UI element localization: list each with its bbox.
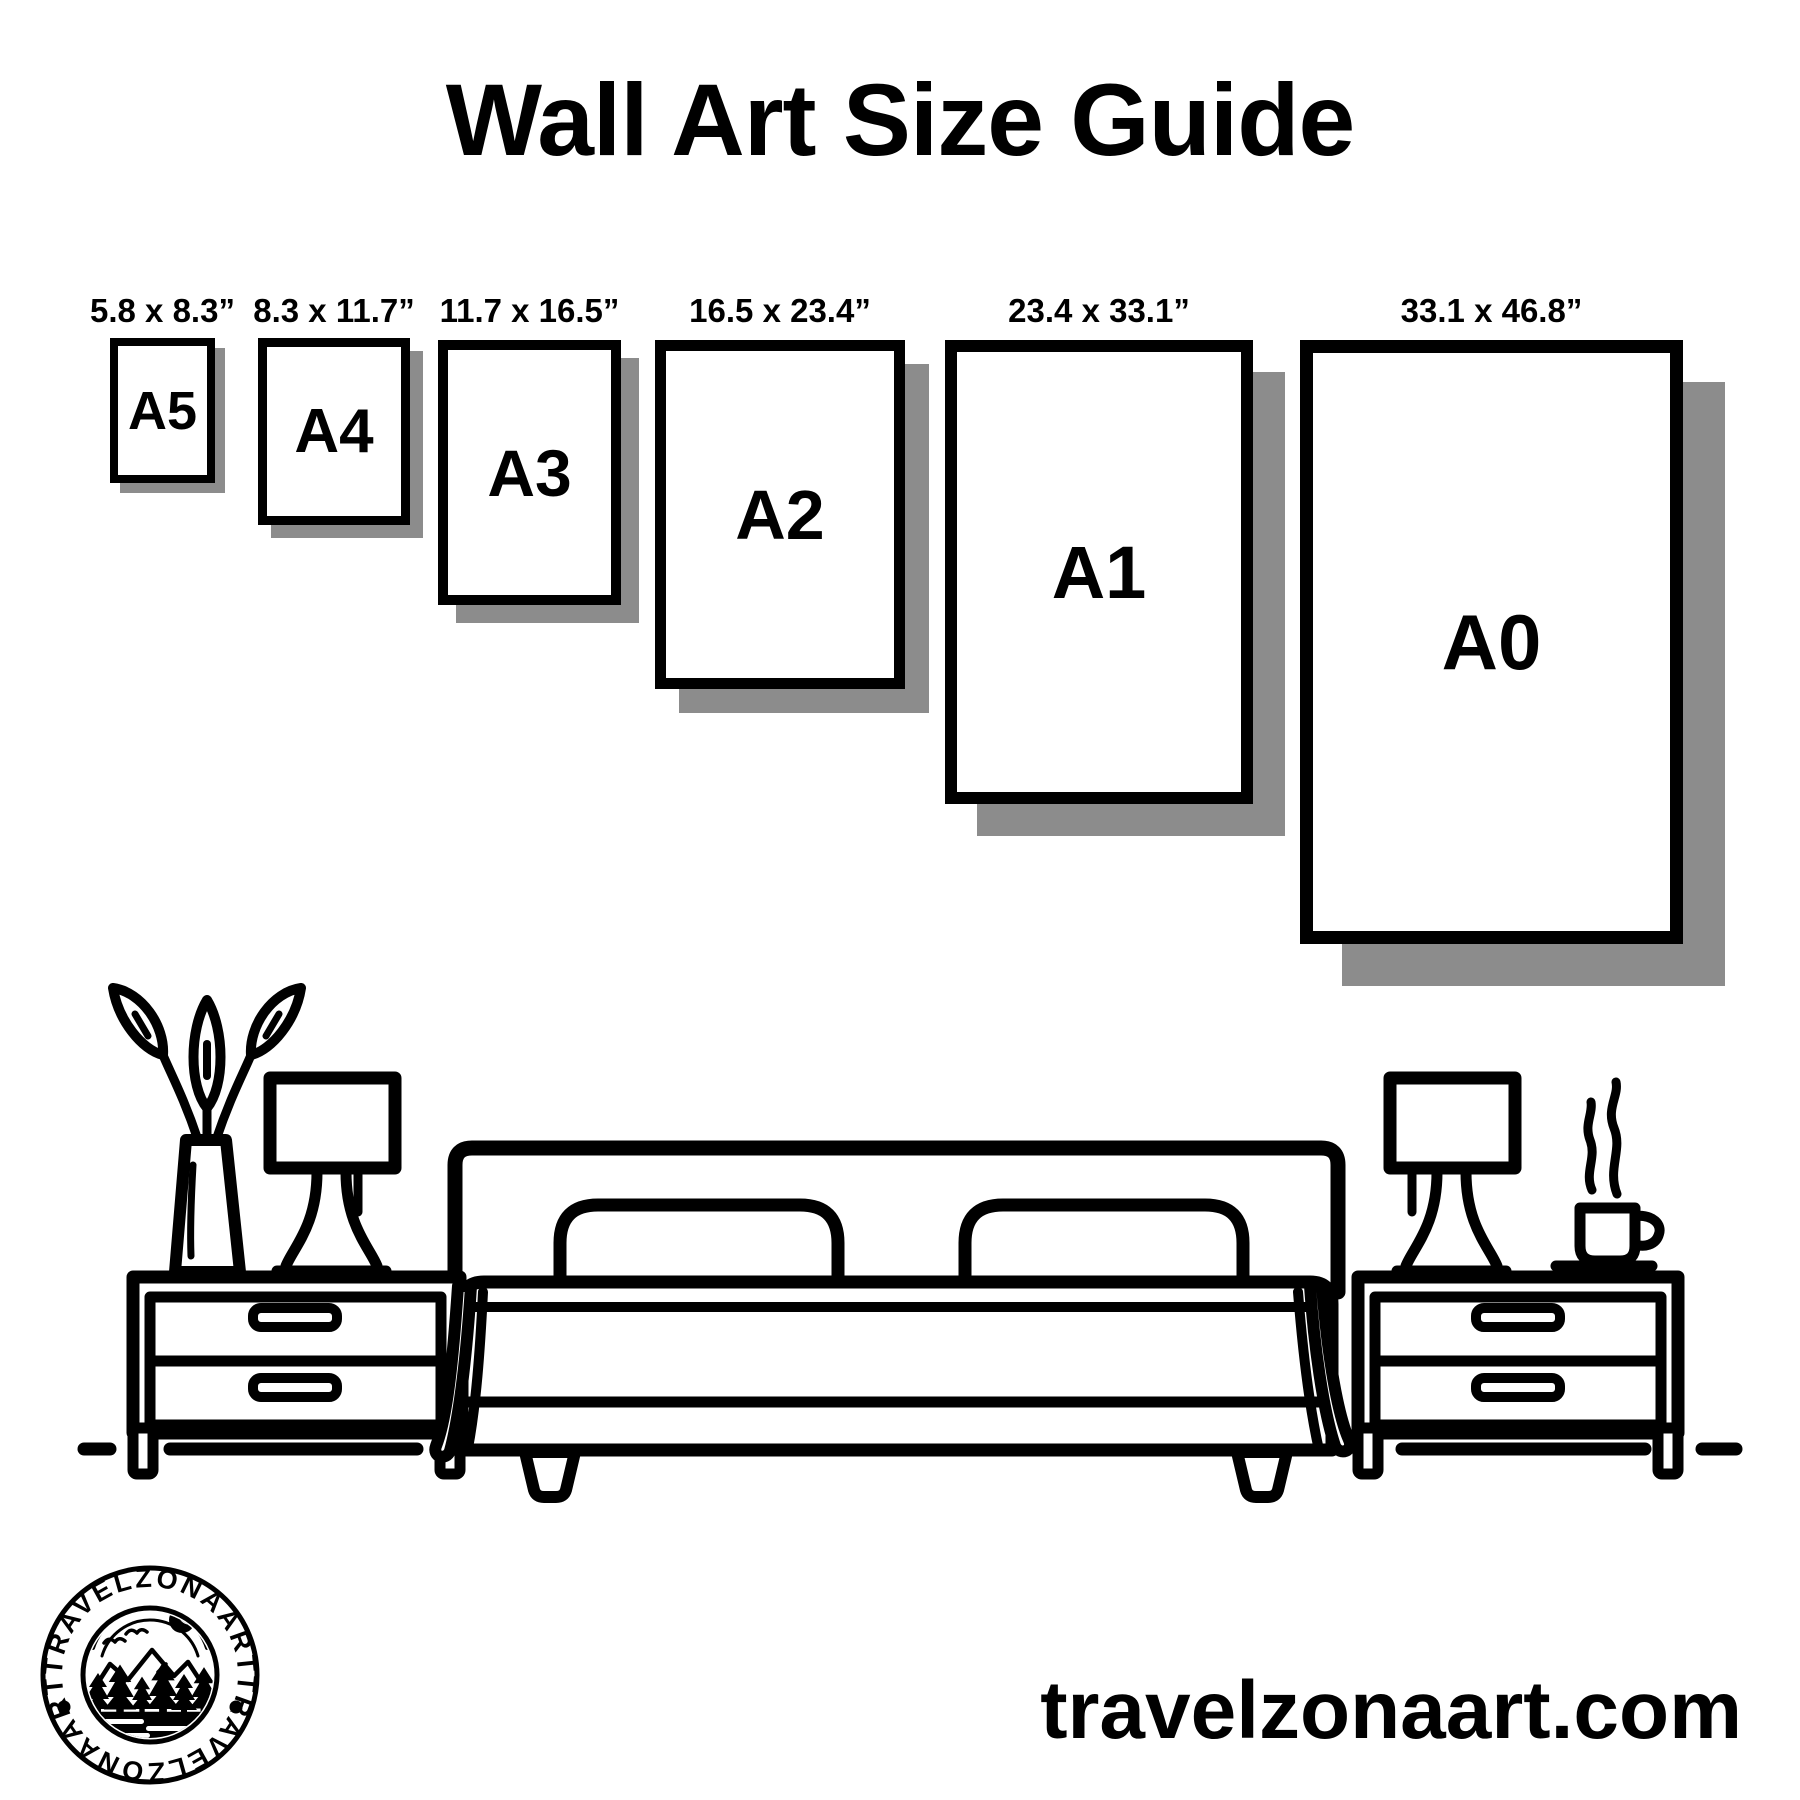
size-name-a1: A1 [1051, 530, 1147, 614]
size-name-a5: A5 [127, 380, 198, 441]
mountain-badge-icon [38, 1563, 263, 1788]
badge-arc-text-top-path: TRAVELZONAART [37, 1562, 263, 1677]
cabinet-leg [1358, 1428, 1378, 1474]
bed-leg-left [525, 1452, 575, 1497]
vase-body [175, 1140, 240, 1272]
size-name-a0: A0 [1441, 597, 1542, 686]
steam-icon [1611, 1082, 1617, 1194]
bed-leg-right [1237, 1452, 1287, 1497]
badge-arc-text-bottom-path: TRAVELZONAART [37, 1673, 263, 1788]
mug-body [1580, 1208, 1635, 1261]
pillow-left [560, 1205, 838, 1286]
size-label-a2: 16.5 x 23.4” [689, 292, 871, 329]
size-name-a4: A4 [294, 397, 374, 466]
lamp-shade [1390, 1078, 1515, 1168]
bed-icon [455, 1148, 1338, 1497]
pillow-right [965, 1205, 1243, 1286]
table-lamp-left-icon [270, 1078, 395, 1271]
size-label-a4: 8.3 x 11.7” [253, 292, 415, 329]
bird-icon [126, 1630, 147, 1634]
cabinet-leg [133, 1428, 153, 1474]
coffee-mug-icon [1556, 1082, 1660, 1266]
lamp-stem [1466, 1172, 1497, 1266]
size-name-a2: A2 [735, 475, 825, 554]
cabinet-leg [1658, 1428, 1678, 1474]
lamp-shade [270, 1078, 395, 1168]
steam-icon [1588, 1102, 1592, 1190]
water-slit [102, 1719, 144, 1724]
size-label-a5: 5.8 x 8.3” [90, 292, 235, 329]
page-title: Wall Art Size Guide [445, 63, 1355, 177]
table-lamp-right-icon [1390, 1078, 1515, 1271]
lamp-stem [286, 1172, 317, 1266]
size-name-a3: A3 [487, 435, 572, 510]
size-label-a1: 23.4 x 33.1” [1008, 292, 1190, 329]
size-label-a0: 33.1 x 46.8” [1400, 292, 1583, 329]
size-label-a3: 11.7 x 16.5” [439, 292, 620, 329]
vase-accent [191, 1165, 193, 1256]
website-url: travelzonaart.com [1040, 1665, 1742, 1756]
